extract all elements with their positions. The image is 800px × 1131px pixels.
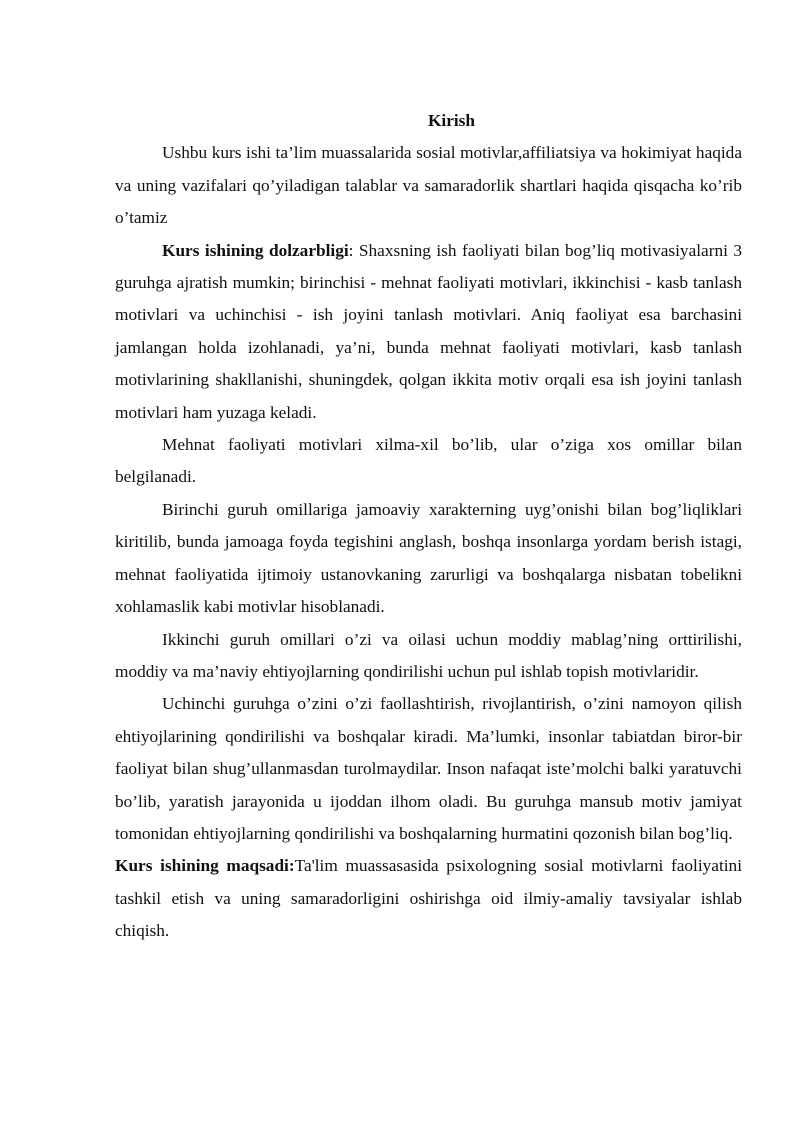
motives-text: Mehnat faoliyati motivlari xilma-xil bo’lib, ular o’ziga xos omillar bilan belgilanadi.	[115, 435, 742, 487]
third-group-paragraph	[115, 688, 742, 850]
goal-label: Kurs ishining maqsadi:	[115, 856, 295, 876]
relevance-label: Kurs ishining dolzarbligi	[162, 240, 349, 260]
page-title: Kirish	[427, 111, 476, 130]
goal-text: Ta'lim muassasasida psixologning sosial motivlarni faoliyatini tashkil etish va uning samaradorligini oshirishga oid ilmiy-amaliy tavsiyalar ishlab chiqish.	[115, 856, 742, 941]
second-group-text: Ikkinchi guruh omillari o’zi va oilasi uchun moddiy mablag’ning orttirilishi, moddiy va ma’naviy ehtiyojlarning qondirilishi uchun pul ishlab topish motivlaridir.	[115, 629, 742, 681]
goal-paragraph	[115, 850, 742, 947]
relevance-paragraph	[115, 235, 742, 429]
document-page	[115, 105, 742, 948]
third-group-text: Uchinchi guruhga o’zini o’zi faollashtirish, rivojlantirish, o’zini namoyon qilish ehtiyojlarining qondirilishi va boshqalar kiradi. Ma’lumki, insonlar tabiatdan biror-bir faoliyat bilan shug’ullanmasdan turolmaydilar. Inson nafaqat iste’molchi balki yaratuvchi bo’lib, yaratish jarayonida u ijoddan ilhom oladi. Bu guruhga mansub motiv jamiyat tomonidan ehtiyojlarning qondirilishi va boshqalarning hurmatini qozonish bilan bog’liq.	[115, 694, 742, 843]
first-group-paragraph	[115, 494, 742, 624]
intro-text: Ushbu kurs ishi ta’lim muassalarida sosial motivlar,affiliatsiya va hokimiyat haqida va uning vazifalari qo’yiladigan talablar va samaradorlik shartlari haqida qisqacha ko’rib o’tamiz	[115, 143, 742, 228]
relevance-text: : Shaxsning ish faoliyati bilan bog’liq motivasiyalarni 3 guruhga ajratish mumkin; birinchisi - mehnat faoliyati motivlari, ikkinchisi - kasb tanlash motivlari va uchinchisi - ish joyini tanlash motivlari. Aniq faoliyat esa barchasini jamlangan holda izohlanadi, ya’ni, bunda mehnat faoliyati motivlari, kasb tanlash motivlarining shakllanishi, shuningdek, qolgan ikkita motiv orqali esa ish joyini tanlash motivlari ham yuzaga keladi.	[115, 240, 742, 422]
intro-paragraph	[115, 137, 742, 234]
motives-paragraph	[115, 429, 742, 494]
first-group-text: Birinchi guruh omillariga jamoaviy xarakterning uyg’onishi bilan bog’liqliklari kiritilib, bunda jamoaga foyda tegishini anglash, boshqa insonlarga yordam berish istagi, mehnat faoliyatida ijtimoiy ustanovkaning zarurligi va boshqalarga nisbatan tobelikni xohlamaslik kabi motivlar hisoblanadi.	[115, 499, 742, 617]
second-group-paragraph	[115, 624, 742, 689]
